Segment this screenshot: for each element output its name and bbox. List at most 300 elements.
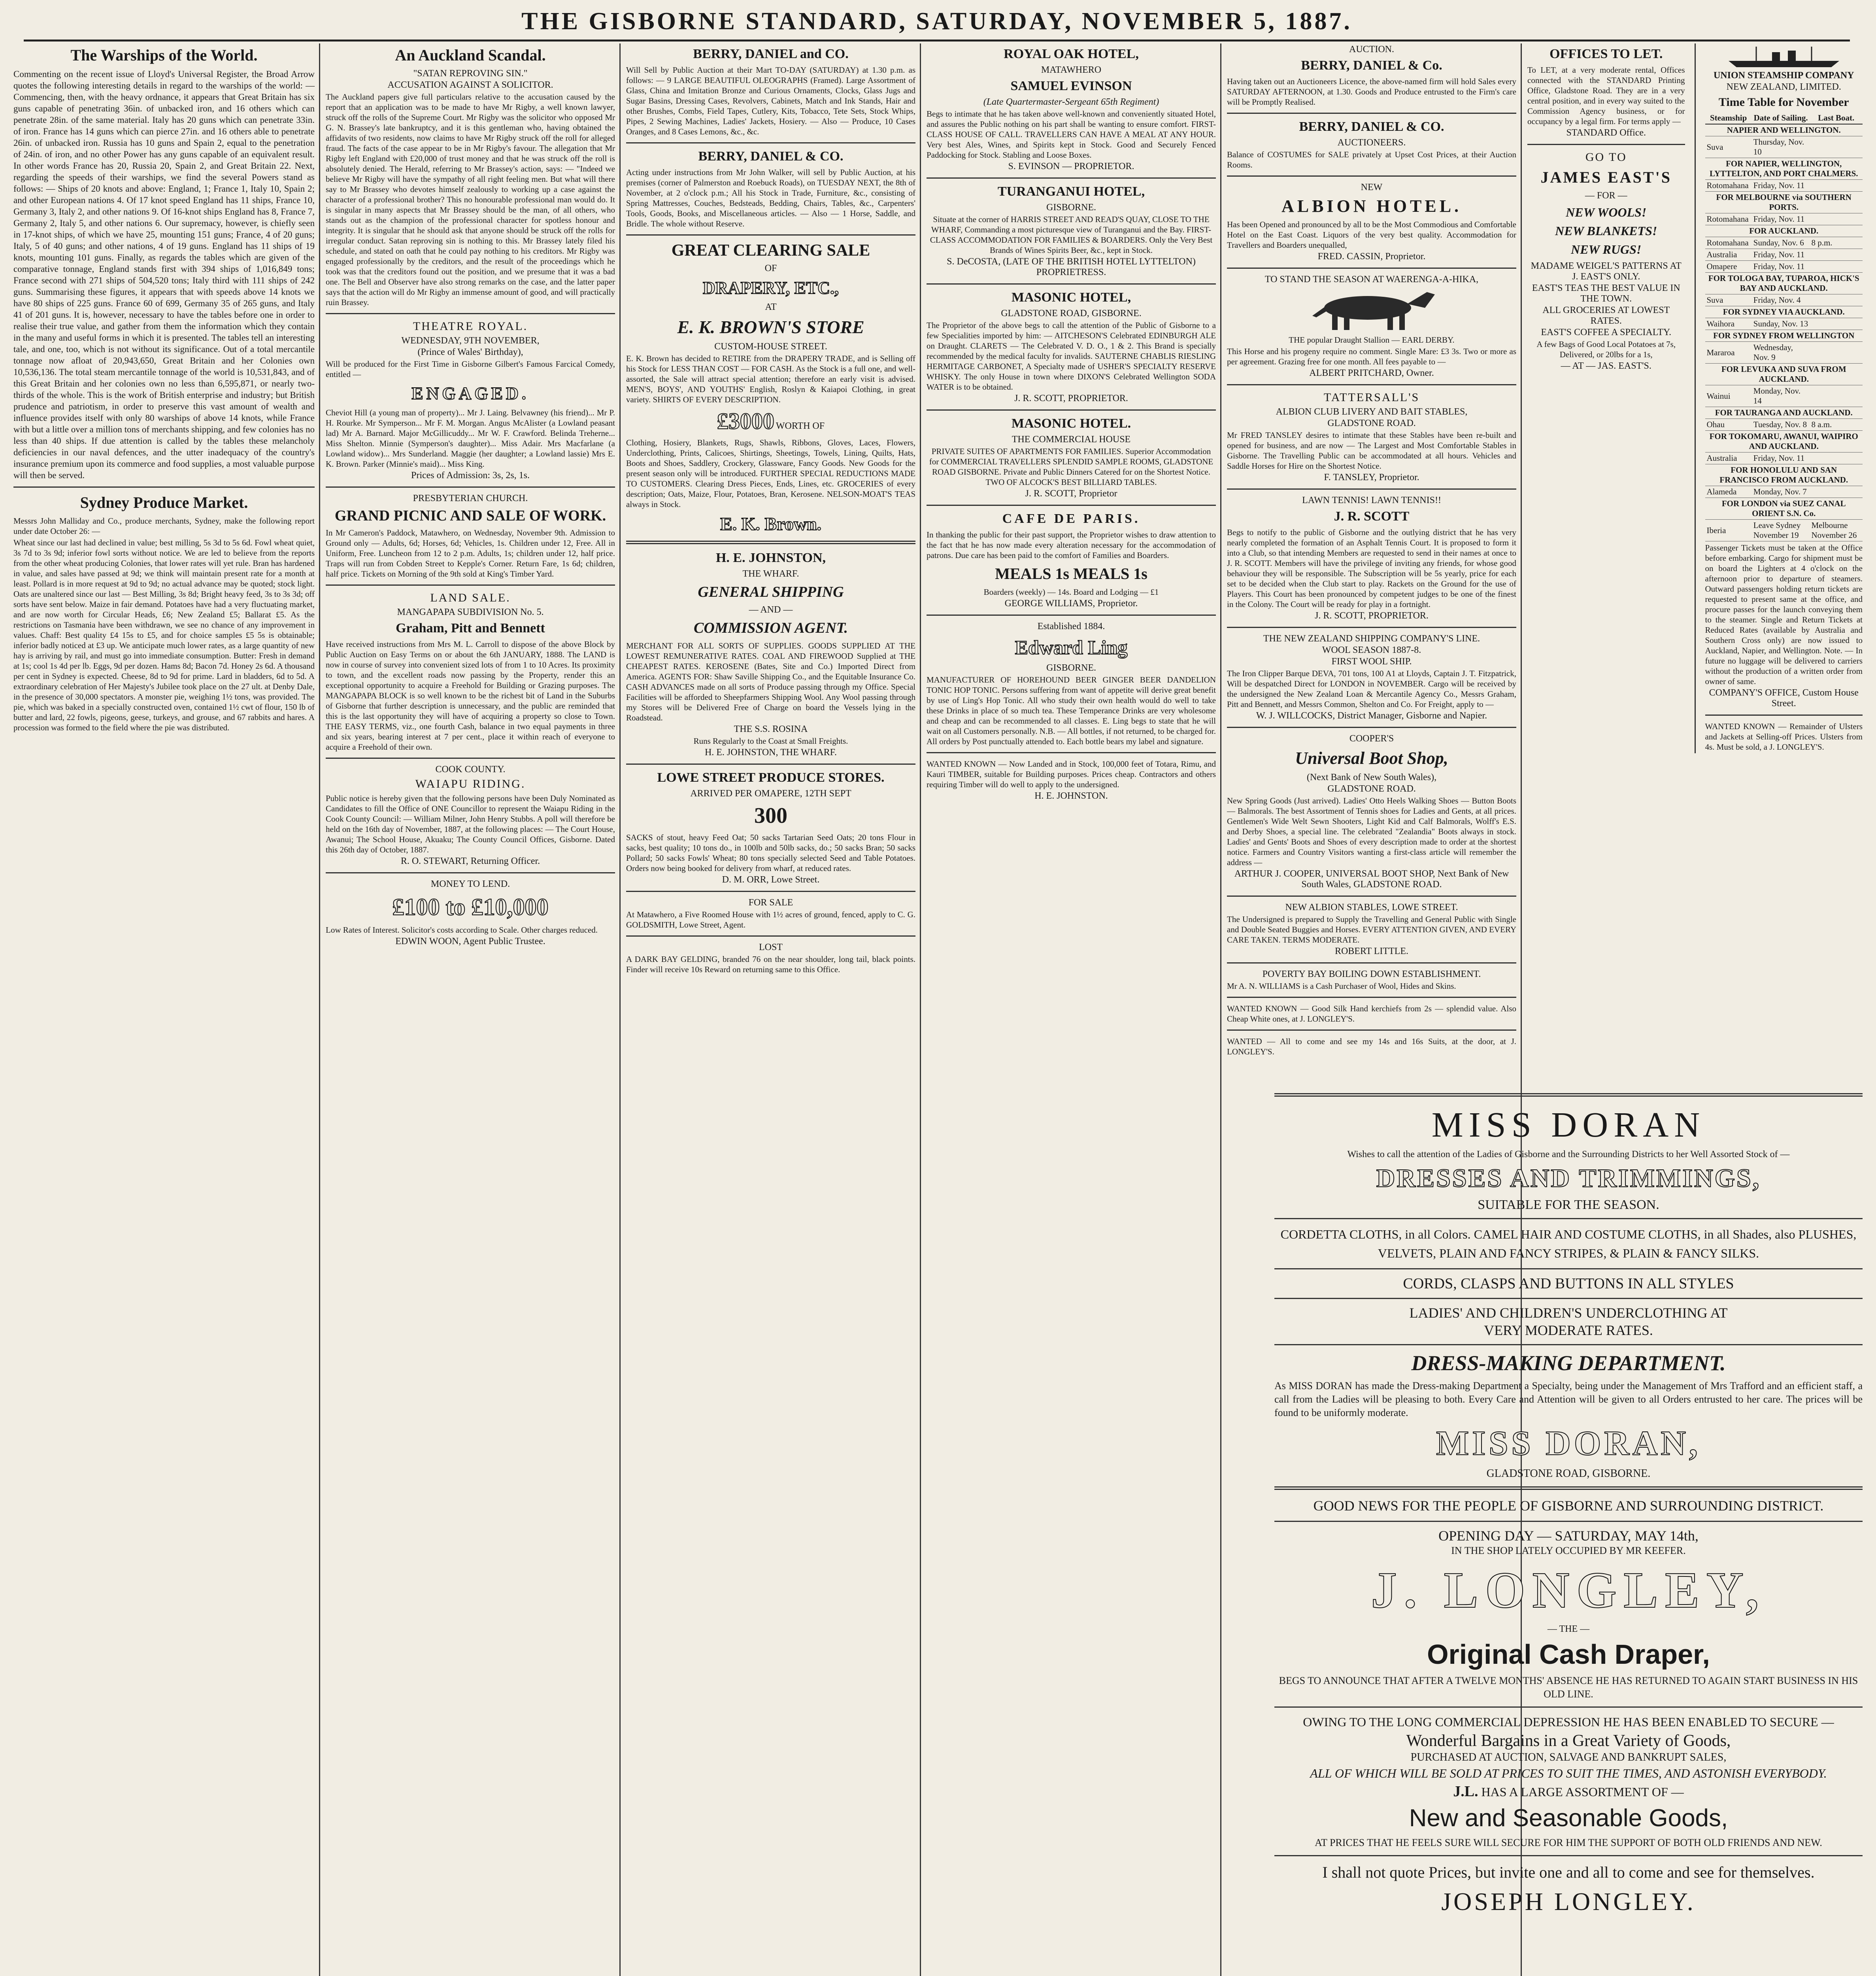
tennis-body: Begs to notify to the public of Gisborne and the outlying district that he has very nearly completed the formation of an Asphalt Tennis Court. It is proposed to form it into a Club, so that intending Members are requested to send in their names at once to J. R. SCOTT. Members will have the privilege of inviting any friends, for whose good behaviour they will be responsible. The Subscription will be 5s yearly, price for each set to be decided when the Club start to play. Rackets on the Ground for the use of Players. This Court has been pronounced by competent judges to be one of the finest in the Colony. The Court will be ready for play in a fortnight. — [1227, 528, 1516, 609]
cafe-meals: MEALS 1s MEALS 1s — [995, 565, 1147, 583]
nz-shipping-body: The Iron Clipper Barque DEVA, 701 tons, 100 A1 at Lloyds, Captain J. T. Fitzpatrick, Will be despatched Direct for LONDON in NOVEMBER. Cargo will be received by the undersigned the New Zealand Loan & Mercantile Agency Co., Messrs Graham, Pitt and Bennett, and Messrs Common, Shelton and Co. For Freight, apply to — — [1227, 669, 1516, 709]
tennis-title: LAWN TENNIS! LAWN TENNIS!! — [1302, 495, 1441, 505]
scandal-article: The Auckland papers give full particulars relative to the accusation caused by the report that an application was to be made to have Mr Rigby, a well known lawyer, struck off the rolls of the Supreme Court. Mr Rigby was the solicitor who opposed Mr G. N. Brassey's late bankruptcy, and it is this gentleman who, having obtained the affidavits of two residents, now claims to have Mr Rigby struck off the roll for alleged fraud. The facts of the case appear to be in Mr Rigby's favour. The allegation that Mr Rigby left England with £20,000 of trust money and that he was struck off the roll is absolutely denied. The Herald, referring to Mr Brassey's action, says: — "Indeed we believe Mr Rigby will have the sympathy of all right feeling men. But what will there say to Mr Brassey who devotes himself zealously to working up a case against the character of a professional brother? This no honourable professional man would do. It is singular in many aspects that Mr Brassey should be the man, of all others, who stands out as the champion of the professional character for spotless honour and integrity. It is singular that he should ask that anyone should be struck off the rolls for irregular conduct. Satan reproving sin is nothing to this. Mr Brassey lately filed his schedule, and stated on oath that he could pay nothing to his creditors. Mr Rigby was engaged professionally by the creditors, and the result of the proceedings which he took was that the creditors found out the position, and we presume that it was a bad one. The Bell and Observer have also strong remarks on the case, and the latter paper says that the action will do Mr Rigby an immense amount of good, and will practically ruin Brassey. — [326, 92, 615, 307]
timetable-row — [1705, 464, 1863, 486]
doran-cords: CORDS, CLASPS AND BUTTONS IN ALL STYLES — [1403, 1275, 1734, 1292]
longley-wonderful: Wonderful Bargains in a Great Variety of Goods, — [1406, 1732, 1731, 1750]
column-1 — [8, 43, 320, 1976]
berry2-body: Balance of COSTUMES for SALE privately at Upset Cost Prices, at their Auction Rooms. — [1227, 150, 1516, 170]
union-subtitle: NEW ZEALAND, LIMITED. — [1726, 82, 1841, 92]
divider — [1227, 1029, 1516, 1031]
divider — [326, 758, 615, 759]
divider — [626, 142, 915, 143]
timetable-row — [1705, 407, 1863, 419]
timetable-cell — [1810, 249, 1863, 261]
berry2-title: BERRY, DANIEL & CO. — [698, 149, 844, 164]
theatre-title: THEATRE ROYAL. — [413, 320, 528, 333]
timetable-route: NAPIER AND WELLINGTON. — [1705, 124, 1863, 136]
timetable-row — [1705, 498, 1863, 520]
church-title: PRESBYTERIAN CHURCH. — [413, 493, 528, 503]
ling-title: Edward Ling — [1015, 636, 1128, 658]
timetable-cell: 8 a.m. — [1810, 419, 1863, 431]
timetable-row — [1705, 318, 1863, 330]
berry-body: Having taken out an Auctioneers Licence, the above-named firm will hold Sales every SATURDAY AFTERNOON, at 1.30. Goods and Produce entrusted to the Firm's care will be Promptly Realised. — [1227, 77, 1516, 107]
cooper-title: COOPER'S — [1349, 733, 1394, 744]
masonic2-title: MASONIC HOTEL. — [1011, 416, 1131, 431]
ling-established: Established 1884. — [1037, 621, 1105, 632]
divider — [1227, 113, 1516, 114]
longley-new-goods: New and Seasonable Goods, — [1409, 1804, 1728, 1832]
berry-title: BERRY, DANIEL and CO. — [693, 47, 849, 61]
brown-amount-tail: WORTH OF — [776, 421, 825, 431]
timetable-header-cell: Date of Sailing. — [1752, 112, 1810, 124]
doran-season: SUITABLE FOR THE SEASON. — [1478, 1197, 1659, 1212]
timetable-cell: Ohau — [1705, 419, 1752, 431]
doran-longley-block — [1269, 1087, 1868, 1976]
timetable-cell: Sunday, Nov. 13 — [1752, 318, 1810, 330]
union-title: UNION STEAMSHIP COMPANY — [1713, 70, 1854, 81]
timetable-cell: Thursday, Nov. 10 — [1752, 136, 1810, 158]
column-2 — [320, 43, 621, 1976]
doran-address: GLADSTONE ROAD, GISBORNE. — [1486, 1467, 1651, 1480]
brown-body: E. K. Brown has decided to RETIRE from the DRAPERY TRADE, and is Selling off his Stock for LESS THAN COST — FOR CASH. As the Stock is a full one, and well-assorted, the Sale will attract special attention; therefore an early visit is advised. MEN'S, BOYS', AND YOUTHS' English, Roslyn & Kaiapoi Clothing, in great variety. SHIRTS OF EVERY DESCRIPTION. — [626, 354, 915, 404]
turanganui-signature: S. DeCOSTA, (LATE OF THE BRITISH HOTEL LYTTELTON) PROPRIETRESS. — [947, 256, 1196, 277]
lost-body: A DARK BAY GELDING, branded 76 on the near shoulder, long tail, black points. Finder will receive 10s Reward on returning same to this Office. — [626, 954, 915, 974]
money-body: Low Rates of Interest. Solicitor's costs according to Scale. Other charges reduced. — [326, 925, 598, 935]
divider — [1274, 1521, 1863, 1522]
longley-returned: BEGS TO ANNOUNCE THAT AFTER A TWELVE MONTHS' ABSENCE HE HAS RETURNED TO AGAIN START BUSINESS IN HIS OLD LINE. — [1279, 1675, 1858, 1700]
berry-body: Will Sell by Public Auction at their Mart TO-DAY (SATURDAY) at 1.30 p.m. as follows: — 9 LARGE BEAUTIFUL OLEOGRAPHS (Framed). Large Assortment of Glass, China and Imitation Bronze and Curious Ornaments, Clocks, Glass Jugs and Sugar Basins, Dressing Cases, Revolvers, Cabinets, Match and Ink Stands, Hair and other Brushes, Combs, Field Tapes, Cutlery, Kits, Tobacco, Tete Sets, Stock Whips, Pipes, 2 Sewing Machines, Ladies' Jackets, Hosiery. — Also — Produce, 10 Cases Oranges, and 8 Cases Lemons, &c., &c. — [626, 65, 915, 136]
longley-name: J. LONGLEY, — [1371, 1562, 1766, 1619]
sale-body: At Matawhero, a Five Roomed House with 1½ acres of ground, fenced, apply to C. G. GOLDSMITH, Lowe Street, Agent. — [626, 910, 915, 930]
timetable-row — [1705, 124, 1863, 136]
boiling-body: Mr A. N. WILLIAMS is a Cash Purchaser of Wool, Hides and Skins. — [1227, 981, 1456, 991]
theatre-body: Will be produced for the First Time in Gisborne Gilbert's Famous Farcical Comedy, entitled — — [326, 359, 615, 379]
longley-good-news: GOOD NEWS FOR THE PEOPLE OF GISBORNE AND SURROUNDING DISTRICT. — [1313, 1498, 1824, 1514]
divider — [626, 234, 915, 236]
timetable-row — [1705, 306, 1863, 318]
orr-signature: D. M. ORR, Lowe Street. — [722, 875, 820, 885]
land-firm: Graham, Pitt and Bennett — [396, 621, 545, 635]
land-subtitle: MANGAPAPA SUBDIVISION No. 5. — [397, 607, 544, 617]
brown-amount: £3000 — [717, 408, 774, 434]
timetable-cell — [1810, 342, 1863, 364]
timetable-row — [1705, 213, 1863, 225]
cafe-rates: Boarders (weekly) — 14s. Board and Lodging — £1 — [983, 587, 1159, 597]
albion-title: ALBION HOTEL. — [1281, 196, 1462, 216]
theatre-subtitle: (Prince of Wales' Birthday), — [417, 347, 523, 357]
divider — [326, 585, 615, 586]
waiapu-title: WAIAPU RIDING. — [415, 777, 526, 790]
timetable-header — [1705, 112, 1863, 124]
lowe-body: SACKS of stout, heavy Feed Oat; 50 sacks Tartarian Seed Oats; 20 tons Flour in sacks, best quality; 10 tons do., in 100lb and 50lb sacks, do.; 50 sacks Bran; 50 sacks Pollard; 50 sacks Fowls' Wheat; 80 tons specially selected Seed and Table Potatoes. Orders now being booked for delivery from wharf, at reduced rates. — [626, 833, 915, 873]
brown-signature: E. K. Brown. — [720, 514, 822, 534]
royal-owner: SAMUEL EVINSON — [1010, 79, 1132, 93]
doran-rates: VERY MODERATE RATES. — [1484, 1322, 1653, 1338]
wanted-known-body: WANTED KNOWN — Good Silk Hand kerchiefs from 2s — splendid value. Also Cheap White ones, at J. LONGLEY'S. — [1227, 1004, 1516, 1024]
masonic2-signature: J. R. SCOTT, Proprietor — [1025, 488, 1117, 499]
timetable-header-cell: Last Boat. — [1810, 112, 1863, 124]
east-signature: — AT — JAS. EAST'S. — [1561, 361, 1651, 371]
picnic-title: GRAND PICNIC AND SALE OF WORK. — [334, 507, 606, 524]
clearing-title: GREAT CLEARING SALE — [671, 241, 870, 260]
tennis-name: J. R. SCOTT — [1334, 509, 1410, 524]
royal-subtitle: (Late Quartermaster-Sergeant 65th Regiment) — [983, 97, 1159, 107]
cooper-signature: ARTHUR J. COOPER, UNIVERSAL BOOT SHOP, Next Bank of New South Wales, GLADSTONE ROAD. — [1234, 869, 1509, 890]
rosina-title: THE S.S. ROSINA — [734, 724, 808, 734]
johnston-commission: COMMISSION AGENT. — [694, 620, 848, 636]
royal-signature: S. EVINSON — PROPRIETOR. — [1008, 161, 1134, 172]
column-3 — [621, 43, 921, 1976]
steamship-icon — [1725, 45, 1843, 69]
waiapu-body: Public notice is hereby given that the following persons have been Duly Nominated as Candidates to fill the Office of ONE Councillor to represent the Waiapu Riding in the Cook County Council: — William Milner, John Henry Stubbs. A poll will therefore be held on the 16th day of November, 1887, at the following places: — The Court House, Awanui; The School House, Akuaku; The County Council Offices, Gisborne. Dated this 26th day of October, 1887. — [326, 794, 615, 854]
timetable-cell: Sunday, Nov. 6 — [1752, 237, 1810, 249]
timetable-cell: Friday, Nov. 11 — [1752, 261, 1810, 273]
divider — [1274, 1298, 1863, 1299]
timetable-cell: Suva — [1705, 294, 1752, 306]
masonic-title: MASONIC HOTEL, — [1011, 290, 1131, 305]
cafe-signature: GEORGE WILLIAMS, Proprietor. — [1004, 598, 1138, 609]
johnston-and: — AND — — [749, 605, 793, 615]
lowe-arrived: ARRIVED PER OMAPERE, 12TH SEPT — [690, 788, 851, 799]
tattersall-signature: F. TANSLEY, Proprietor. — [1324, 472, 1419, 483]
nz-shipping-signature: W. J. WILLCOCKS, District Manager, Gisborne and Napier. — [1256, 711, 1487, 721]
timetable-cell — [1810, 318, 1863, 330]
divider — [1227, 727, 1516, 728]
doran-title: MISS DORAN — [1431, 1105, 1706, 1144]
timetable-row — [1705, 237, 1863, 249]
longley-assortment: HAS A LARGE ASSORTMENT OF — — [1481, 1785, 1684, 1799]
theatre-prices: Prices of Admission: 3s, 2s, 1s. — [411, 470, 530, 481]
divider — [326, 872, 615, 873]
wanted-body: WANTED KNOWN — Now Landed and in Stock, 100,000 feet of Totara, Rimu, and Kauri TIMBER, suitable for Building purposes. Prices cheap. Contractors and others requiring Timber will do well to apply to the undersigned. — [927, 759, 1216, 789]
tattersall-title: TATTERSALL'S — [1323, 391, 1420, 404]
longley-owing: OWING TO THE LONG COMMERCIAL DEPRESSION HE HAS BEEN ENABLED TO SECURE — — [1303, 1715, 1834, 1729]
timetable-row — [1705, 180, 1863, 192]
lowe-number: 300 — [754, 803, 787, 828]
divider — [927, 177, 1216, 179]
timetable-cell: Monday, Nov. 14 — [1752, 385, 1810, 407]
waiapu-signature: R. O. STEWART, Returning Officer. — [400, 856, 540, 866]
brown-street: CUSTOM-HOUSE STREET. — [714, 341, 827, 352]
divider — [1227, 268, 1516, 269]
ling-place: GISBORNE. — [1046, 663, 1096, 673]
timetable-cell: Australia — [1705, 453, 1752, 464]
goto: GO TO — [1585, 151, 1627, 164]
cooper-subtitle: (Next Bank of New South Wales), — [1306, 772, 1437, 782]
wanted-body: WANTED — All to come and see my 14s and 16s Suits, at the door, at J. LONGLEY'S. — [1227, 1037, 1516, 1056]
timetable-cell: Waihora — [1705, 318, 1752, 330]
column-rule — [1695, 43, 1696, 753]
turanganui-title: TURANGANUI HOTEL, — [997, 184, 1145, 199]
horse-illustration — [1289, 288, 1455, 332]
doran-cordetta: CORDETTA CLOTHS, in all Colors. CAMEL HAIR AND COSTUME CLOTHS, in all Shades, also PLUSHES, VELVETS, PLAIN AND FANCY STRIPES, & PLAIN & FANCY SILKS. — [1280, 1227, 1857, 1260]
produce-intro: Messrs John Malliday and Co., produce merchants, Sydney, make the following report under date October 26: — — [13, 516, 315, 536]
timetable-cell — [1810, 261, 1863, 273]
timetable-cell: Alameda — [1705, 486, 1752, 498]
lowe-title: LOWE STREET PRODUCE STORES. — [657, 770, 885, 785]
warships-title: The Warships of the World. — [70, 46, 258, 64]
divider — [927, 409, 1216, 411]
divider — [1274, 1855, 1863, 1856]
divider — [1274, 1218, 1863, 1219]
timetable-route: FOR NAPIER, WELLINGTON, LYTTELTON, AND PORT CHALMERS. — [1705, 158, 1863, 180]
timetable-route: FOR LEVUKA AND SUVA FROM AUCKLAND. — [1705, 364, 1863, 385]
offices-signature: STANDARD Office. — [1566, 128, 1646, 138]
masonic-body: The Proprietor of the above begs to call the attention of the Public of Gisborne to a few Specialities imported by him: — AITCHESON'S Celebrated EDINBURGH ALE on Draught. CLARETS — The Celebrated V. D. O., 1 & 2. This Brand is specially recommended by the medical faculty for invalids. SAUTERNE CHABLIS RIESLING HERMITAGE CARBONET, A Specialty made of USHER'S SPECIALTY RESERVE WHISKY. The only House in town where DIXON'S Celebrated Wellington SODA WATER is to be obtained. — [927, 321, 1216, 392]
timetable — [1705, 112, 1863, 541]
timetable-cell — [1810, 213, 1863, 225]
produce-article: Wheat since our last had declined in value; best milling, 5s 3d to 5s 6d. Fowl wheat quiet, 3s 7d to 3s 9d; inferior fowl sorts without notice. We are led to believe from the reports from the other wheat producing Colonies, that lower rates will yet rule. Bran has hardened in value, and sales have passed at 9d; we think will maintain present rate for a month at least. Pollard is in more request at 9d to 9d; no actual advance may be quoted; stock light. Oats are unaltered since our last — Best Milling, 3s 8d; Bright heavy feed, 3s to 3s 3d; off sorts have sent below. Maize in fair demand. Potatoes have had a very fluctuating market, and are now worth for Circular Heads, £6; New Zealand £5; Ballarat £5. As the restrictions on Tasmania have been withdrawn, we see no chance of any improvement in values. Chaff: Best quality £4 15s to £5, and for choice samples £5 5s is obtainable; inferior badly noticed at £3 up. We anticipate much lower rates, as a large quantity of new hay is arriving by rail, and must go into immediate consumption. Butter: Fresh in demand at 1s; cool 1s 4d per lb. Eggs, 9d per dozen. Hams 8d; Bacon 7d. Honey 2s 6d. A thousand per cent in Sydney is expected. Cheese, 8d to 9d for prime. Lard in bladders, 6d to 5d. A extraordinary celebration of Her Majesty's Jubilee took place on the 27 ult. at Denby Dale, in the presence of 30,000 spectators. A monster pie, weighing 1½ tons, was provided. The pie, which was baked in a specially constructed oven, contained 1½ cwt of flour, 150 lb of butter and lard, 22 fowls, pigeons, geese, turkeys, and grouse, and 67 rabbits and hares. A procession was formed to the field where the pie was distributed. — [13, 538, 315, 732]
timetable-cell: Mararoa — [1705, 342, 1752, 364]
divider — [927, 752, 1216, 753]
divider — [1227, 384, 1516, 385]
timetable-cell: Suva — [1705, 136, 1752, 158]
divider — [1227, 997, 1516, 998]
timetable-cell: Friday, Nov. 11 — [1752, 213, 1810, 225]
timetable-row — [1705, 249, 1863, 261]
divider — [1274, 1486, 1863, 1490]
timetable-body — [1705, 112, 1863, 541]
divider — [1227, 175, 1516, 177]
timetable-row — [1705, 486, 1863, 498]
divider — [626, 541, 915, 544]
timetable-row — [1705, 158, 1863, 180]
timetable-row — [1705, 136, 1863, 158]
timetable-cell: Friday, Nov. 11 — [1752, 453, 1810, 464]
timetable-row — [1705, 192, 1863, 213]
timetable-cell — [1810, 453, 1863, 464]
divider — [1274, 1268, 1863, 1269]
masonic2-subtitle: THE COMMERCIAL HOUSE — [1012, 434, 1131, 445]
nz-first-ship: FIRST WOOL SHIP. — [1331, 656, 1412, 667]
johnston-general: GENERAL SHIPPING — [698, 584, 844, 600]
james-east: JAMES EAST'S — [1540, 168, 1672, 186]
divider — [927, 505, 1216, 506]
timetable-route: FOR TOKOMARU, AWANUI, WAIPIRO AND AUCKLAND. — [1705, 431, 1863, 453]
for-label: — FOR — — [1585, 190, 1627, 201]
longley-original: Original Cash Draper, — [1427, 1639, 1710, 1670]
tattersall-place: GLADSTONE ROAD. — [1327, 418, 1416, 428]
longley-purchased: PURCHASED AT AUCTION, SALVAGE AND BANKRUPT SALES, — [1410, 1751, 1727, 1763]
timetable-row — [1705, 419, 1863, 431]
brown-body2: Clothing, Hosiery, Blankets, Rugs, Shawls, Ribbons, Gloves, Laces, Flowers, Underclothing, Prints, Calicoes, Shirtings, Sheetings, Towels, Lining, Quilts, Hats, Boots and Shoes, Saddlery, Crockery, Glassware, Fancy Goods. New Goods for the present season only will be introduced. FURTHER SPECIAL REDUCTIONS MADE TO CUSTOMERS. Clearing Dress Pieces, Ends, Lines, etc. GROCERIES of every description; Oats, Maize, Flour, Potatoes, Bran, Kerosene. NELSON-MOAT'S TEAS always in Stock. — [626, 438, 915, 509]
theatre-cast: Cheviot Hill (a young man of property)... Mr J. Laing. Belvawney (his friend)... Mr P. H. Rourke. Mr Symperson... Mr F. M. Morgan. Angus McAlister (a Lowland peasant lad) Mr A. Barnard. Major McGillicuddy... Mr W. F. Crawford. Belinda Treherne... Miss Shelton. Minnie (Symperson's daughter)... Miss Adair. Mrs Macfarlane (a Lowland widow)... Mrs Sunderland. Maggie (her daughter; a Lowland lassie) Mrs E. K. Brown. Parker (Minnie's maid)... Miss King. — [326, 408, 615, 469]
johnston-title: H. E. JOHNSTON, — [715, 551, 826, 565]
scandal-title: An Auckland Scandal. — [395, 46, 546, 64]
timetable-cell: Friday, Nov. 11 — [1752, 180, 1810, 192]
union-block — [1705, 43, 1863, 753]
divider — [326, 313, 615, 314]
scandal-subtitle: "SATAN REPROVING SIN." — [413, 68, 528, 79]
doran-dresses: DRESSES AND TRIMMINGS, — [1376, 1164, 1761, 1193]
timetable-notes: Passenger Tickets must be taken at the Office before embarking. Cargo for shipment must be on board the Lighters at 4 o'clock on the afternoon prior to departure of steamers. Outward passengers holding return tickets are requested to present same at the office, and procure passes for the launch conveying them to the steamer. Single and Return Tickets at Reduced Rates (available by Australia and Southern Cross only) are now issued to Auckland, Napier, and Wellington. Note. — In future no luggage will be delivered to carriers without the production of a written order from owner of same. — [1705, 543, 1863, 686]
timetable-cell: Tuesday, Nov. 8 — [1752, 419, 1810, 431]
timetable-cell: 8 p.m. — [1810, 237, 1863, 249]
timetable-cell: Rotomahana — [1705, 237, 1752, 249]
divider — [626, 935, 915, 937]
longley-the: — THE — — [1547, 1624, 1590, 1634]
land-title: LAND SALE. — [430, 591, 511, 604]
stables-signature: ROBERT LITTLE. — [1334, 946, 1409, 956]
longley-signature: JOSEPH LONGLEY. — [1441, 1887, 1696, 1916]
money-signature: EDWIN WOON, Agent Public Trustee. — [395, 936, 545, 947]
royal-body: Begs to intimate that he has taken above well-known and conveniently situated Hotel, and assures the Public nothing on his part shall be wanting to ensure comfort. FIRST-CLASS HOUSE OF CALL. TRAVELLERS CAN HAVE A MEAL AT ANY HOUR. Very best Ales, Wines, and Spirits kept in Stock. Good and Securely Fenced Paddocking for Stock. Stabling and Loose Boxes. — [927, 109, 1216, 160]
timetable-route: FOR AUCKLAND. — [1705, 225, 1863, 237]
divider — [1274, 1344, 1863, 1345]
berry-title: BERRY, DANIEL & Co. — [1301, 58, 1442, 73]
rosina-body: Runs Regularly to the Coast at Small Freights. — [693, 736, 848, 746]
doran-dressmaking: DRESS-MAKING DEPARTMENT. — [1411, 1351, 1726, 1375]
johnston-signature: H. E. JOHNSTON, THE WHARF. — [704, 747, 837, 758]
divider — [326, 486, 615, 488]
offices-title: OFFICES TO LET. — [1549, 47, 1663, 61]
lost-title: LOST — [759, 942, 783, 952]
potatoes: A few Bags of Good Local Potatoes at 7s, Delivered, or 20lbs for a 1s, — [1536, 339, 1676, 359]
timetable-cell: Iberia — [1705, 520, 1752, 541]
wanted-known-body: WANTED KNOWN — Remainder of Ulsters and Jackets at Selling-off Prices. Ulsters from 4s. Must be sold, a J. LONGLEY'S. — [1705, 722, 1863, 752]
stables-body: The Undersigned is prepared to Supply the Travelling and General Public with Single and Double Seated Buggies and Horses. EVERY ATTENTION GIVEN, AND EVERY CARE TAKEN. TERMS MODERATE. — [1227, 914, 1516, 945]
theatre-date: WEDNESDAY, 9TH NOVEMBER, — [401, 336, 540, 346]
groceries: ALL GROCERIES AT LOWEST RATES. — [1542, 305, 1670, 326]
masonic-place: GLADSTONE ROAD, GISBORNE. — [1001, 308, 1142, 319]
timetable-route: FOR SYDNEY FROM WELLINGTON — [1705, 330, 1863, 342]
nz-wool-season: WOOL SEASON 1887-8. — [1322, 645, 1421, 655]
timetable-cell: Rotomahana — [1705, 213, 1752, 225]
tattersall-body: Mr FRED TANSLEY desires to intimate that these Stables have been re-built and opened for business, and are now — The Largest and Most Comfortable Stables in Gisborne. The Travelling Public can be accommodated at all hours. Vehicles and Saddle Horses for Hire on the Shortest Notice. — [1227, 430, 1516, 471]
divider — [1274, 1706, 1863, 1708]
masonic2-body: PRIVATE SUITES OF APARTMENTS FOR FAMILIES. Superior Accommodation for COMMERCIAL TRAVELLERS SPLENDID SAMPLE ROOMS, GLADSTONE ROAD GISBORNE. Private and Public Dinners Catered for on the Shortest Notice. TWO OF ALCOCK'S BEST BILLIARD TABLES. — [929, 447, 1214, 487]
clearing-drapery: DRAPERY, ETC., — [703, 278, 839, 298]
divider — [1274, 1093, 1863, 1097]
timetable-route: FOR MELBOURNE via SOUTHERN PORTS. — [1705, 192, 1863, 213]
sale-title: FOR SALE — [748, 897, 793, 908]
longley-invite: I shall not quote Prices, but invite one and all to come and see for themselves. — [1322, 1863, 1815, 1881]
divider — [927, 283, 1216, 285]
timetable-cell — [1810, 486, 1863, 498]
berry2-body: Acting under instructions from Mr John Walker, will sell by Public Auction, at his premises (corner of Palmerston and Roebuck Roads), on TUESDAY NEXT, the 8th of November, at 2 o'clock p.m.; All his Stock in Trade, Furniture, &c., consisting of Spring Mattresses, Couches, Bedsteads, Bedding, Chairs, Tables, &c., Carpenters' Tools, Goods, Books, and Miscellaneous articles. — Also — 1 Horse, Saddle, and Bridle. The whole without Reserve. — [626, 168, 915, 228]
cooper-shop: Universal Boot Shop, — [1295, 749, 1448, 768]
boiling-title: POVERTY BAY BOILING DOWN ESTABLISHMENT. — [1262, 969, 1481, 979]
auction-label: AUCTION. — [1349, 44, 1394, 55]
timetable-cell: Friday, Nov. 11 — [1752, 249, 1810, 261]
tattersall-subtitle: ALBION CLUB LIVERY AND BAIT STABLES, — [1276, 407, 1468, 417]
new-rugs: NEW RUGS! — [1571, 242, 1642, 256]
timetable-row — [1705, 330, 1863, 342]
timetable-cell: Melbourne November 26 — [1810, 520, 1863, 541]
doran-ladies: LADIES' AND CHILDREN'S UNDERCLOTHING AT — [1409, 1305, 1728, 1321]
masthead: THE GISBORNE STANDARD, SATURDAY, NOVEMBER 5, 1887. — [24, 3, 1850, 41]
doran-dressmaking-body: As MISS DORAN has made the Dress-making Department a Specialty, being under the Management of Mrs Trafford and an efficient staff, a call from the Ladies will be pleasing to both. Every Care and Attention will be given to all Orders entrusted to her care. The prices will be found to be uniformly moderate. — [1274, 1380, 1863, 1418]
theatre-play: ENGAGED. — [411, 384, 529, 403]
doran-signature: MISS DORAN, — [1436, 1424, 1701, 1463]
timetable-row — [1705, 385, 1863, 407]
timetable-signature: COMPANY'S OFFICE, Custom House Street. — [1709, 688, 1859, 709]
berry2-title: BERRY, DANIEL & CO. — [1299, 119, 1444, 134]
timetable-cell: Australia — [1705, 249, 1752, 261]
timetable-cell — [1810, 136, 1863, 158]
weigel: MADAME WEIGEL'S PATTERNS AT J. EAST'S ONLY. — [1531, 261, 1682, 282]
timetable-row — [1705, 453, 1863, 464]
timetable-cell — [1810, 385, 1863, 407]
timetable-row — [1705, 342, 1863, 364]
divider — [1227, 962, 1516, 963]
royal-title: ROYAL OAK HOTEL, — [1004, 47, 1139, 61]
longley-all-of: ALL OF WHICH WILL BE SOLD AT PRICES TO SUIT THE TIMES, AND ASTONISH EVERYBODY. — [1310, 1766, 1827, 1780]
stand-signature: ALBERT PRITCHARD, Owner. — [1309, 368, 1434, 378]
new-wools: NEW WOOLS! — [1566, 205, 1647, 219]
money-amount: £100 to £10,000 — [392, 894, 549, 920]
royal-place: MATAWHERO — [1041, 65, 1102, 75]
scandal-heading: ACCUSATION AGAINST A SOLICITOR. — [387, 80, 553, 90]
picnic-body: In Mr Cameron's Paddock, Matawhero, on Wednesday, November 9th. Admission to Ground only — Adults, 6d; Horses, 6d; Vehicles, 1s. Children under 12, Free. All in Uniform, Free. Luncheon from 12 to 2 p.m. Adults, 1s; children under 12, half price. Traps will run from Cobden Street to Kepple's Corner. Return Fare, 1s 6d; children, half price. Tickets on Morning of the 9th sold at King's Timber Yard. — [326, 528, 615, 579]
berry2-subtitle: AUCTIONEERS. — [1337, 138, 1406, 148]
albion-new: NEW — [1361, 182, 1383, 192]
wanted-signature: H. E. JOHNSTON. — [1034, 791, 1108, 801]
cafe-title: CAFE DE PARIS. — [1002, 511, 1140, 526]
longley-opening: OPENING DAY — SATURDAY, MAY 14th, — [1438, 1528, 1699, 1544]
timetable-route: FOR SYDNEY VIA AUCKLAND. — [1705, 306, 1863, 318]
timetable-cell: Rotomahana — [1705, 180, 1752, 192]
timetable-cell: Friday, Nov. 4 — [1752, 294, 1810, 306]
brown-store: E. K. BROWN'S STORE — [677, 317, 864, 337]
offices-body: To LET, at a very moderate rental, Offices connected with the STANDARD Printing Office, Gladstone Road. They are in a very central position, and in every way suited to the Commission Agency business, or for occupancy by a legal firm. For terms apply — — [1527, 65, 1685, 126]
divider — [927, 615, 1216, 616]
divider — [1227, 488, 1516, 490]
timetable-route: FOR LONDON via SUEZ CANAL ORIENT S.N. Co. — [1705, 498, 1863, 520]
cafe-body: In thanking the public for their past support, the Proprietor wishes to draw attention to the fact that he has now made every alteration necessary for the accommodation of patrons. Due care has been paid to the comfort of Families and Boarders. — [927, 530, 1216, 560]
timetable-row — [1705, 261, 1863, 273]
timetable-row — [1705, 364, 1863, 385]
longley-prices: AT PRICES THAT HE FEELS SURE WILL SECURE FOR HIM THE SUPPORT OF BOTH OLD FRIENDS AND NEW. — [1315, 1837, 1822, 1848]
cooper-body: New Spring Goods (Just arrived). Ladies' Otto Heels Walking Shoes — Button Boots — Balmorals. The best Assortment of Tennis shoes for Ladies and Gents, at all prices. Gentlemen's Wide Welt Sewn Shooters, Light Kid and Calf Balmorals, Wolff's E.S. and Derby Shoes, a special line. The celebrated "Zealandia" Boots always in stock. Ladies' and Gents' Boots and Shoes of every description made to order at the shortest notice. Farmers and Country Visitors wanting a first-class article will remember the address — — [1227, 796, 1516, 867]
divider — [626, 891, 915, 892]
clearing-of: OF — [764, 263, 777, 273]
divider — [13, 486, 315, 488]
cook-title: COOK COUNTY. — [435, 764, 506, 775]
tennis-signature: J. R. SCOTT, PROPRIETOR. — [1315, 611, 1429, 621]
divider — [1227, 896, 1516, 897]
stables-title: NEW ALBION STABLES, LOWE STREET. — [1285, 902, 1458, 913]
longley-shop: IN THE SHOP LATELY OCCUPIED BY MR KEEFER. — [1451, 1545, 1686, 1556]
new-blankets: NEW BLANKETS! — [1555, 224, 1657, 238]
turanganui-body: Situate at the corner of HARRIS STREET AND READ'S QUAY, CLOSE TO THE WHARF, Commanding a most picturesque view of Turanganui and the Bay. FIRST-CLASS ACCOMMODATION FOR FAMILIES & BOARDERS. Only the Very Best Brands of Wines Spirits Beer, &c., kept in Stock. — [930, 215, 1213, 255]
money-title: MONEY TO LEND. — [430, 879, 510, 889]
warships-article: Commenting on the recent issue of Lloyd's Universal Register, the Broad Arrow quotes the following interesting details in regard to the warships of the world: — Commencing, then, with the heavy ordnance, it appears that Great Britain has six guns capable of penetrating 36in. of unbacked iron, and 16 others which can penetrate 28in. of the same material. Italy has 20 guns which can penetrate 33in. of iron. France has 14 guns which can pierce 27in. and 16 others able to penetrate 26in. of unbacked iron. Russia has 10 guns and Spain 2, equal to the penetration of 24in. of iron, and no other Power has any guns capable of an equivalent result. In other words France has 20, Russia 20, Spain 2, and Great Britain 22. Next, regarding the speeds of their warships, we find the several Powers stand as follows: — Ships of 20 knots and above: England, 1; France 1, Italy 10, Spain 2; and other European nations 4. Of 17 knot speed England has 11 ships, France 10, Germany 3, Italy 2, and other nations 9. Of 16-knot ships England has 8, France 7, Germany 2, Italy 5, and other nations 6. Our supremacy, however, is chiefly seen in 17-knot ships, of which we have 25, mounting 151 guns; France, 4 of 20 guns; Italy, 5 of 40 guns; and other nations, 4 of 19 guns. England has 11 ships of 19 knots, mounting 101 guns. Finally, as regards the tables which are given of the comparative tonnage, England stands first with 394 ships of 1,016,849 tons; France second with 271 ships of 504,520 tons; Italy third with 111 ships of 242 guns. Summarising these figures, it appears that with speeds above 14 knots we have 80 ships of 225 guns. France 60 of 699, Germany 35 of 265 guns, and Italy 41 of 201 guns. It is, however, necessary to have the tables before one in order to realise their true value, and gather from them the information which they contain in the many and useful forms in which it is presented. The tables tell an interesting tale, and one, too, which is not without its significance. Out of a total mercantile tonnage now afloat of 20,943,650, Great Britain and her Colonies own 10,536,136. The total steam mercantile tonnage of the world is 10,531,843, and of this Great Britain and her colonies own no less than 6,595,871, or nearly two-thirds of the whole. This is the work of British enterprise and industry; but British prudence and patriotism, in order to preserve this vast amount of wealth and influence provides itself with only 80 warships of above 14 knots, while France with but a little over a million tons of merchants shipping, and few colonies has no less than 40 ships. If due attention is called by the tables these melancholy deficiencies in our naval defences, and the utter inadequacy of the country's insurance premium upon its commerce and food supplies, a most valuable purpose will then be served. — [13, 69, 315, 480]
timetable-cell: Wainui — [1705, 385, 1752, 407]
albion-body: Has been Opened and pronounced by all to be the Most Commodious and Comfortable Hotel on the East Coast. Liquors of the very best quality. Accommodation for Travellers and Boarders unequalled, — [1227, 220, 1516, 250]
offices-block — [1527, 43, 1685, 753]
johnston-body: MERCHANT FOR ALL SORTS OF SUPPLIES. GOODS SUPPLIED AT THE LOWEST REMUNERATIVE RATES. COAL AND FIREWOOD Supplied at THE CHEAPEST RATES. KEROSENE (Bates, Site and Co.) Imported Direct from America. AGENTS FOR: Shaw Saville Shipping Co., and the Equitable Insurance Co. CASH ADVANCES made on all sorts of Produce passing through my Office. Special Facilities will be afforded to Sheepfarmers Shipping Wool. Any Wool passing through my Stores will be Delivered Free of Charge on board the Vessels lying in the Roadstead. — [626, 641, 915, 722]
nz-shipping-title: THE NEW ZEALAND SHIPPING COMPANY'S LINE. — [1263, 634, 1480, 644]
divider — [626, 764, 915, 765]
clearing-at: AT — [765, 302, 777, 312]
cooper-place: GLADSTONE ROAD. — [1327, 784, 1416, 794]
teas: EAST'S TEAS THE BEST VALUE IN THE TOWN. — [1532, 283, 1680, 304]
timetable-route: FOR TOLOGA BAY, TUPAROA, HICK'S BAY AND AUCKLAND. — [1705, 273, 1863, 294]
timetable-title: Time Table for November — [1718, 96, 1849, 109]
timetable-row — [1705, 431, 1863, 453]
timetable-route: FOR TAURANGA AND AUCKLAND. — [1705, 407, 1863, 419]
divider — [1527, 144, 1685, 145]
johnston-wharf: THE WHARF. — [742, 569, 799, 579]
longley-assortment-prefix: J.L. — [1453, 1783, 1478, 1800]
timetable-cell: Leave Sydney November 19 — [1752, 520, 1810, 541]
turanganui-place: GISBORNE. — [1046, 202, 1096, 213]
stand-body: This Horse and his progeny require no comment. Single Mare: £3 3s. Two or more as per agreement. Grazing free for one month. All fees payable to — — [1227, 347, 1516, 366]
timetable-row — [1705, 225, 1863, 237]
timetable-route: FOR HONOLULU AND SAN FRANCISCO FROM AUCKLAND. — [1705, 464, 1863, 486]
